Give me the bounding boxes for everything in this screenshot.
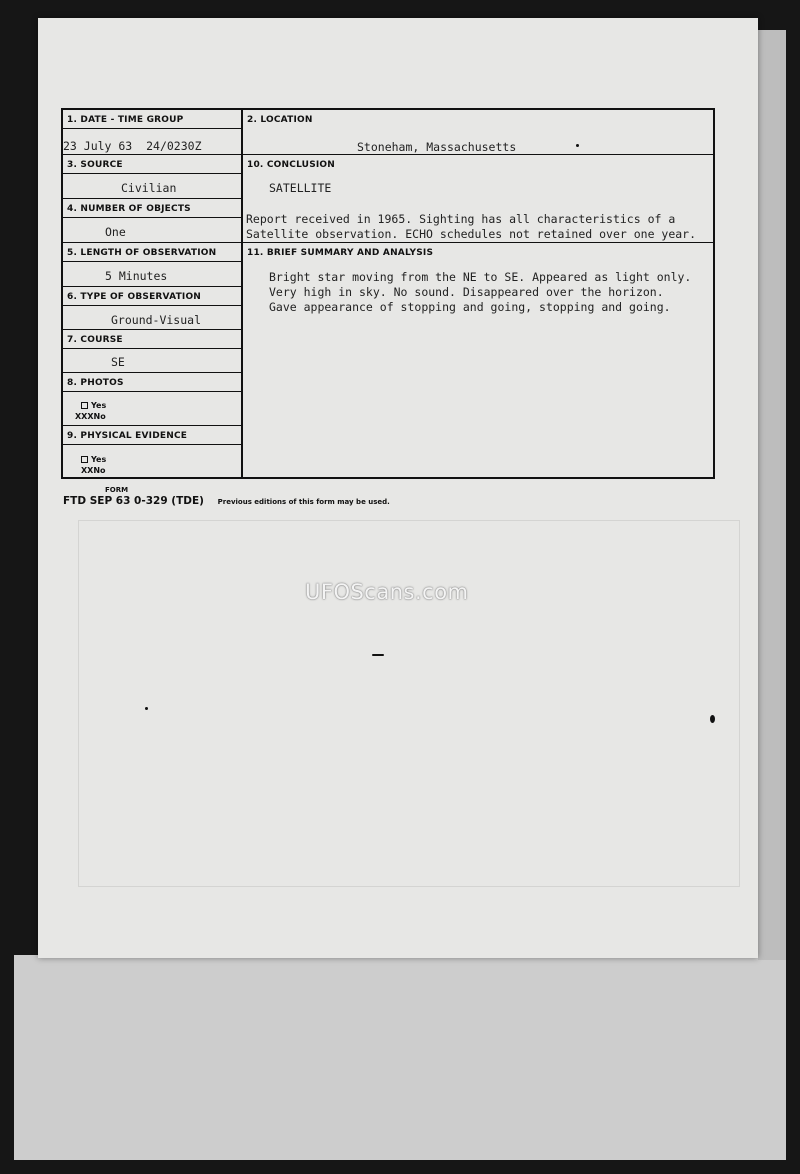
physical-evidence-label: 9. PHYSICAL EVIDENCE [63, 426, 241, 445]
number-of-objects-cell [63, 199, 241, 243]
conclusion-note-line-1: Report received in 1965. Sighting has all characteristics of a [246, 212, 676, 226]
summary-line-2: Very high in sky. No sound. Disappeared over the horizon. [269, 285, 664, 299]
location-label: 2. LOCATION [247, 115, 313, 125]
course-label: 7. COURSE [63, 330, 241, 349]
scan-speck [372, 654, 384, 656]
form-id-line [63, 495, 390, 507]
location-cell [243, 110, 713, 155]
date-value: 23 July 63 [63, 139, 133, 153]
watermark: UFOScans.com [305, 580, 469, 604]
length-of-observation-label: 5. LENGTH OF OBSERVATION [63, 243, 241, 262]
right-column [243, 110, 713, 477]
photos-yes-label: Yes [91, 401, 107, 410]
type-of-observation-cell [63, 287, 241, 330]
source-label: 3. SOURCE [63, 155, 241, 174]
bleed-through-frame [78, 520, 740, 887]
physical-evidence-no-option [81, 466, 106, 475]
scan-speck [710, 715, 715, 723]
course-cell [63, 330, 241, 373]
conclusion-note-line-2: Satellite observation. ECHO schedules not retained over one year. [246, 227, 697, 241]
project-card-form [61, 108, 715, 479]
scan-speck [576, 144, 579, 147]
photos-no-label: XXXNo [75, 412, 106, 421]
left-column [63, 110, 243, 477]
photos-cell [63, 373, 241, 426]
number-of-objects-value: One [105, 225, 126, 239]
photos-label: 8. PHOTOS [63, 373, 241, 392]
photos-yes-option [81, 401, 106, 410]
form-edition-note: Previous editions of this form may be used. [217, 498, 390, 506]
course-value: SE [111, 355, 125, 369]
conclusion-label: 10. CONCLUSION [247, 160, 336, 170]
time-value: 24/0230Z [146, 139, 202, 153]
type-of-observation-label: 6. TYPE OF OBSERVATION [63, 287, 241, 306]
physical-evidence-yes-label: Yes [91, 455, 107, 464]
checkbox-icon [81, 402, 88, 409]
type-of-observation-value: Ground-Visual [111, 313, 202, 327]
summary-label: 11. BRIEF SUMMARY AND ANALYSIS [247, 248, 434, 258]
physical-evidence-yes-option [81, 455, 106, 464]
paper-edge [758, 30, 786, 960]
physical-evidence-cell [63, 426, 241, 479]
source-value: Civilian [121, 181, 177, 195]
date-time-label: 1. DATE - TIME GROUP [63, 110, 241, 129]
form-word: FORM [105, 486, 129, 494]
physical-evidence-no-label: XXNo [81, 466, 106, 475]
number-of-objects-label: 4. NUMBER OF OBJECTS [63, 199, 241, 218]
location-value: Stoneham, Massachusetts [357, 140, 517, 154]
photos-no-option [75, 412, 106, 421]
date-time-cell [63, 110, 241, 155]
length-of-observation-value: 5 Minutes [105, 269, 168, 283]
form-id: FTD SEP 63 0-329 (TDE) [63, 495, 204, 507]
length-of-observation-cell [63, 243, 241, 287]
summary-cell [243, 243, 713, 479]
lower-sheet [14, 955, 786, 1160]
checkbox-icon [81, 456, 88, 463]
conclusion-value: SATELLITE [269, 181, 332, 195]
source-cell [63, 155, 241, 199]
date-time-value [63, 139, 241, 153]
summary-line-1: Bright star moving from the NE to SE. Appeared as light only. [269, 270, 692, 284]
scan-speck [145, 707, 148, 710]
summary-line-3: Gave appearance of stopping and going, stopping and going. [269, 300, 671, 314]
conclusion-cell [243, 155, 713, 243]
